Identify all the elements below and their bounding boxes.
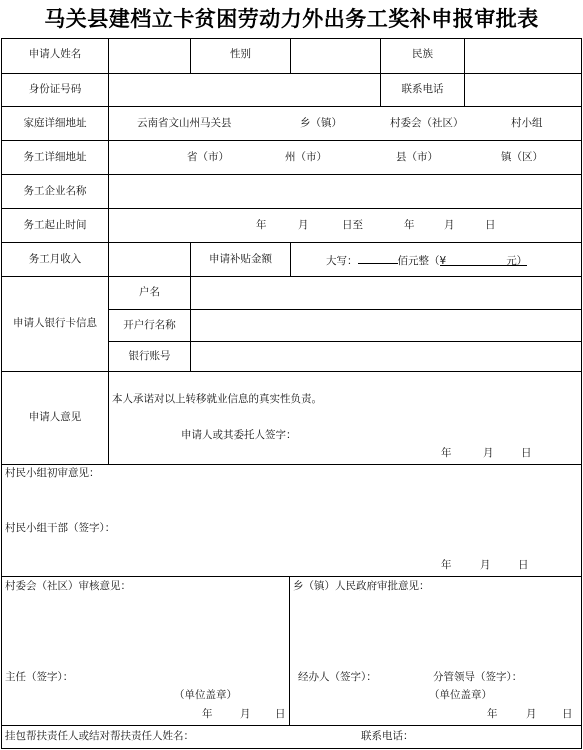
township-day: 日 (562, 708, 573, 720)
village-group-day: 日 (518, 559, 529, 571)
label-applicant-name: 申请人姓名 (28, 48, 82, 60)
label-subsidy-amount: 申请补贴金额 (209, 253, 272, 265)
work-period-month2: 月 (444, 219, 455, 231)
work-period-year2: 年 (404, 219, 415, 231)
applicant-signature: 申请人或其委托人签字： (181, 429, 297, 441)
footer-responsible: 挂包帮扶责任人或结对帮扶责任人姓名： (5, 730, 194, 742)
home-address-township: 乡（镇） (300, 117, 342, 129)
work-period-month1: 月 (298, 219, 309, 231)
footer-phone: 联系电话： (361, 730, 414, 742)
village-group-month: 月 (480, 559, 491, 571)
label-home-address: 家庭详细地址 (23, 117, 87, 129)
applicant-month: 月 (483, 447, 494, 459)
village-group-cadre: 村民小组干部（签字）： (5, 522, 116, 534)
work-address-province: 省（市） (187, 151, 229, 163)
label-bank-name: 开户行名称 (123, 319, 176, 331)
work-address-prefecture: 州（市） (285, 151, 327, 163)
work-address-town: 镇（区） (501, 151, 543, 163)
subsidy-currency-underline (440, 255, 528, 266)
work-period-day-to: 日至 (342, 219, 363, 231)
label-id-number: 身份证号码 (28, 83, 82, 95)
applicant-day: 日 (521, 447, 532, 459)
subsidy-capital (326, 253, 527, 268)
committee-month: 月 (240, 708, 251, 720)
township-opinion: 乡（镇）人民政府审批意见： (293, 580, 430, 592)
home-address-county: 云南省文山州马关县 (137, 117, 232, 129)
work-address-county: 县（市） (396, 151, 438, 163)
subsidy-currency: ¥ (439, 255, 447, 267)
committee-opinion: 村委会（社区）审核意见： (5, 580, 131, 592)
subsidy-yuan: 元） (506, 255, 528, 267)
village-group-year: 年 (441, 559, 452, 571)
township-handler: 经办人（签字）： (298, 671, 377, 683)
committee-director: 主任（签字）： (5, 671, 74, 683)
label-ethnicity: 民族 (412, 48, 433, 60)
label-account-name: 户名 (139, 286, 160, 298)
label-work-period: 务工起止时间 (23, 219, 87, 231)
subsidy-capital-unit: 佰元整（ (397, 255, 440, 267)
work-period-day2: 日 (485, 219, 496, 231)
township-seal: （单位盖章） (429, 689, 492, 701)
home-address-group: 村小组 (511, 117, 543, 129)
committee-year: 年 (202, 708, 213, 720)
township-leader: 分管领导（签字）： (433, 671, 523, 683)
work-period-year1: 年 (256, 219, 267, 231)
applicant-year: 年 (441, 447, 452, 459)
subsidy-capital-blank[interactable] (358, 253, 398, 264)
committee-day: 日 (275, 708, 286, 720)
label-company: 务工企业名称 (23, 185, 87, 197)
township-month: 月 (526, 708, 537, 720)
label-account-number: 银行账号 (128, 350, 171, 362)
township-year: 年 (487, 708, 498, 720)
label-work-address: 务工详细地址 (23, 151, 87, 163)
committee-seal: （单位盖章） (174, 689, 237, 701)
applicant-pledge: 本人承诺对以上转移就业信息的真实性负责。 (112, 393, 322, 405)
label-monthly-income: 务工月收入 (28, 253, 82, 265)
village-group-opinion: 村民小组初审意见： (5, 467, 100, 479)
form-title: 马关县建档立卡贫困劳动力外出务工奖补申报审批表 (44, 6, 539, 31)
label-applicant-opinion: 申请人意见 (28, 411, 82, 423)
label-bank-info: 申请人银行卡信息 (13, 317, 97, 329)
label-gender: 性别 (230, 48, 251, 60)
subsidy-capital-prefix: 大写： (326, 255, 358, 267)
label-phone: 联系电话 (401, 83, 444, 95)
home-address-village: 村委会（社区） (390, 117, 464, 129)
